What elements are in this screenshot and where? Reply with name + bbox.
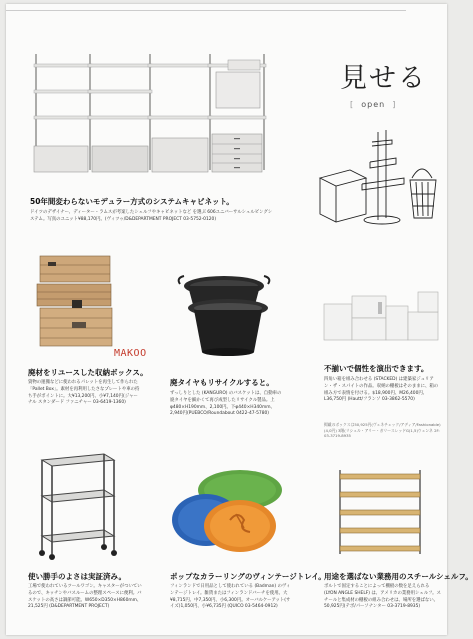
credits-note: 掲載のボックスは50,925円(ヴェネチェック/アディア/Fashionable)(4,0円) 3階(リシェル・アリー・ガリースレッドG(1,5)ウェンネ 2F: 03-3719-8935 <box>324 422 441 439</box>
section-label-text: open <box>361 100 386 109</box>
tool-cart-photo <box>34 452 118 560</box>
section-title: 見せる <box>340 63 427 94</box>
display-furniture-drawing <box>316 122 446 227</box>
stacked-shelf-body: 四角い箱を組み合わせる (STACKED) は建築家ジュリアン・ザ・スパイトの作品。収納の棚板はそのままに、箱の組み方で表情を付ける。$18,900円、M26,400円、L36,750円 (Hautt/フランソ 03-3862-5570) <box>324 377 439 403</box>
steel-shelf-body: ボルトで固定することによって棚板の数を足えられる (LYON ANGLE SHELF) は、アメリカの業務用シェルフ。スチールと集成材の棚板の組み合わせは、場所を選ばない。50,925円(テボ/パーソナンター 03-3719-8935) <box>324 584 441 610</box>
cabinet-headline: 50年間変わらないモデュラー方式のシステムキャビネット。 <box>30 197 234 206</box>
tire-basket-headline: 廃タイヤもリサイクルすると。 <box>170 378 274 387</box>
bracket-right: ] <box>392 100 397 109</box>
tool-cart-headline: 使い勝手のよさは実証済み。 <box>28 572 126 581</box>
modular-cabinet-photo <box>28 50 268 182</box>
section-label <box>350 100 396 109</box>
vintage-trays-headline: ポップなカラーリングのヴィンテージトレイ。 <box>170 572 326 581</box>
bracket-left: [ <box>350 100 355 109</box>
tire-basket-body: ずっしりとした (KANGURO) のバスケットは、自動車の廃タイヤを細かくて再び成型したリサイクル製品。上φ480×H190mm、2,100円。下φ440×H340mm、2,940円(PUEBCO/Roundabout 0422-47-5780) <box>170 391 282 417</box>
pallet-box-body: 資物の運搬などに使われるパレットを再生して作られた「Pallet Box」。素材を再利用したさなプレートや車の持ち手がポイントに。大¥13,200円、小¥7,140円(ジャーナル スタンダード ファニチャー 03-6419-1360) <box>28 380 140 406</box>
tire-basket-photo <box>178 266 274 358</box>
magazine-page <box>6 4 473 635</box>
tool-cart-body: 工場で使われているツールワゴン。キャスターがついているので、キッチンやバスルームの整理スペースに便利。バスケットの高さは調節可能。W650×D350×H860mm、21,525円 (D&DEPARTMENT PROJECT) <box>28 584 142 610</box>
vintage-trays-photo <box>170 462 286 558</box>
pallet-box-photo <box>34 252 114 350</box>
stacked-shelf-headline: 不揃いで個性を演出できます。 <box>324 364 429 373</box>
pallet-box-headline: 廃材をリユースした収納ボックス。 <box>28 368 148 377</box>
makoo-label: MAKOO <box>114 348 147 359</box>
page-top-rule <box>6 4 447 16</box>
vintage-trays-body: フィンランドで日用品として使われている (Badman) のヴィンテージトレイ。雑貨またはフィンランドバーチを使用。大¥8,715円、中7,350円、小6,300円。オーバルケーアット(サイズ)1,050円、小¥6,735円 (QUICO 03-5464-0912) <box>170 584 291 610</box>
steel-shelf-photo <box>336 466 424 558</box>
stacked-shelf-photo <box>320 286 442 344</box>
steel-shelf-headline: 用途を選ばない業務用のスチールシェルフ。 <box>324 572 473 581</box>
cabinet-body: ドイツのデザイナー、ディーター・ラムスが考案したシェルフやキャビネットなど を選ぶ 606ユニバーサルシェルビングシステム。写真のユニット¥88,170円。(ヴィツゥ/D&DEPARTMENT PROJECT 03-5752-0120) <box>30 210 273 222</box>
